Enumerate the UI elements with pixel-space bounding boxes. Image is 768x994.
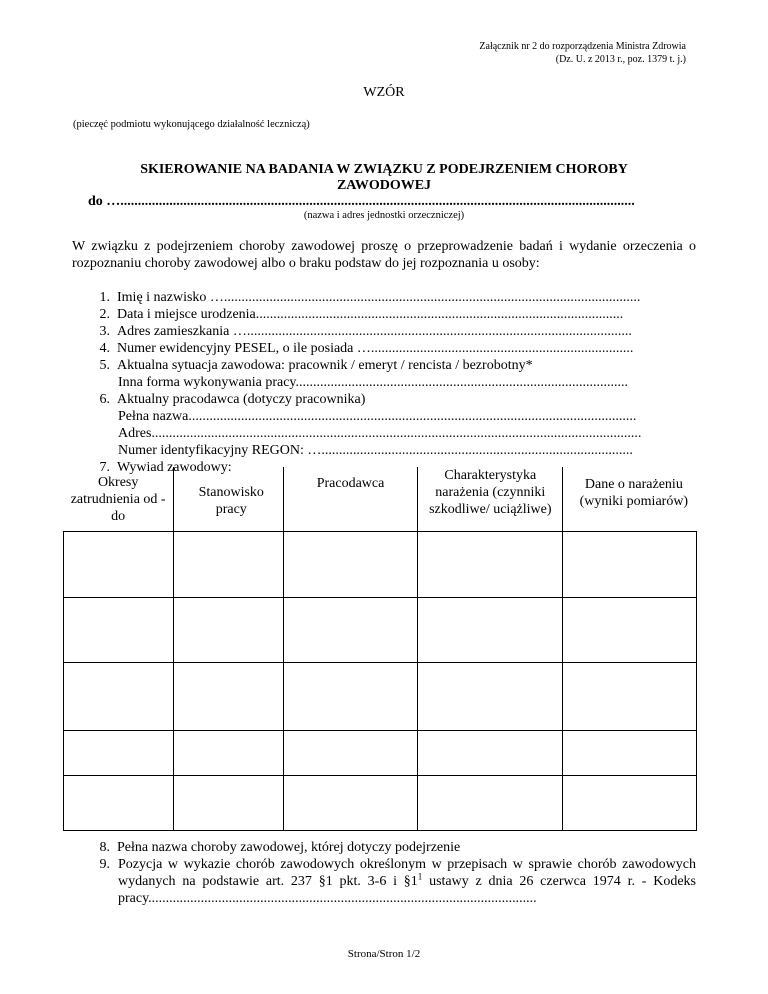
table-cell[interactable] [173,776,283,831]
form-item[interactable] [72,340,696,357]
table-cell[interactable] [64,532,174,598]
header-exposure-characteristics: Charakterystyka narażenia (czynniki szkodliwe/ uciążliwe) [418,467,563,532]
header-employer: Pracodawca [283,467,418,532]
table-cell[interactable] [64,663,174,731]
form-item[interactable] [118,425,696,442]
table-row [64,776,697,831]
table-cell[interactable] [64,776,174,831]
table-cell[interactable] [418,598,563,663]
table-cell[interactable] [173,532,283,598]
item-text: Aktualny pracodawca (dotyczy pracownika) [117,392,366,407]
table-cell[interactable] [173,663,283,731]
seal-caption: (pieczęć podmiotu wykonującego działalność leczniczą) [73,119,310,130]
table-cell[interactable] [563,663,697,731]
table-row [64,598,697,663]
form-item[interactable] [72,289,696,306]
header-exposure-data: Dane o narażeniu (wyniki pomiarów) [563,467,697,532]
table-row [64,731,697,776]
item-number: 4. [99,341,110,356]
table-cell[interactable] [283,731,418,776]
document-title-line-1: SKIEROWANIE NA BADANIA W ZWIĄZKU Z PODEJRZENIEM CHOROBY [140,162,628,177]
item-text: Imię i nazwisko …....................................................................................................................... [117,290,641,305]
table-cell[interactable] [283,663,418,731]
table-cell[interactable] [418,532,563,598]
header-employment-periods: Okresy zatrudnienia od - do [64,467,174,532]
item-text: Adres zamieszkania ….............................................................................................................. [117,324,632,339]
table-cell[interactable] [173,731,283,776]
item-9 [72,856,696,907]
document-title [80,162,688,194]
table-cell[interactable] [64,731,174,776]
item-text: Data i miejsce urodzenia......................................................................................................... [117,307,624,322]
table-cell[interactable] [563,598,697,663]
item-text: Inna forma wykonywania pracy............................................................................................... [118,375,629,390]
form-item[interactable] [72,306,696,323]
item-number: 5. [99,358,110,373]
table-cell[interactable] [283,598,418,663]
item-number: 2. [99,307,110,322]
form-item[interactable] [118,408,696,425]
item-9-text[interactable]: Pozycja w wykazie chorób zawodowych określonym w przepisach w sprawie chorób zawodowych wydanych na podstawie art. 237 §1 pkt. 3-6 i $\S 1^1$ ustawy z dnia 26 czerwca 1974 r. - Kodeks pracy............................................................................................................... [118,857,696,906]
table-cell[interactable] [418,731,563,776]
item-number: 3. [99,324,110,339]
item-number: 6. [99,392,110,407]
document-title-line-2: ZAWODOWEJ [336,178,432,193]
annex-reference [479,40,686,66]
item-number: 8. [99,840,110,855]
annex-line-2: (Dz. U. z 2013 r., poz. 1379 t. j.) [555,54,686,65]
form-item[interactable] [72,391,696,408]
table-cell[interactable] [563,532,697,598]
footnote-marker: 1 [417,871,423,882]
table-cell[interactable] [283,776,418,831]
annex-line-1: Załącznik nr 2 do rozporządzenia Ministra Zdrowia [479,41,686,52]
item-8 [72,839,696,856]
item-text: Pełna nazwa choroby zawodowej, której dotyczy podejrzenie [117,840,461,855]
table-header-row [64,467,697,532]
table-cell[interactable] [173,598,283,663]
item-number: 1. [99,290,110,305]
table-cell[interactable] [563,731,697,776]
item-text: Aktualna sytuacja zawodowa: pracownik / emeryt / rencista / bezrobotny* [117,358,533,373]
table-row [64,532,697,598]
form-item[interactable] [72,357,696,374]
table-cell[interactable] [64,598,174,663]
item-text: Wywiad zawodowy: [117,460,232,475]
form-item[interactable] [118,374,696,391]
table-cell[interactable] [418,663,563,731]
form-item[interactable] [118,442,696,459]
template-label: WZÓR [363,85,405,100]
recipient-field[interactable]: do …................................................................................................................................................... [88,194,635,209]
table-cell[interactable] [563,776,697,831]
item-text: Pełna nazwa................................................................................................................................ [118,409,637,424]
table-row [64,663,697,731]
work-history-table [63,467,697,831]
item-text: Numer ewidencyjny PESEL, o ile posiada …........................................................................... [117,341,634,356]
table-cell[interactable] [283,532,418,598]
page-number: Strona/Stron 1/2 [347,948,421,960]
header-position: Stanowisko pracy [173,467,283,532]
form-item[interactable] [72,323,696,340]
item-number: 7. [99,460,110,475]
recipient-caption: (nazwa i adres jednostki orzeczniczej) [303,210,465,221]
item-text: Adres............................................................................................................................................ [118,426,642,441]
item-text: Numer identyfikacyjny REGON: …......................................................................................... [118,443,633,458]
table-cell[interactable] [418,776,563,831]
item-number: 9. [99,857,110,872]
intro-paragraph: W związku z podejrzeniem choroby zawodowej proszę o przeprowadzenie badań i wydanie orzeczenia o rozpoznaniu choroby zawodowej albo o braku podstaw do jej rozpoznania u osoby: [72,239,696,271]
